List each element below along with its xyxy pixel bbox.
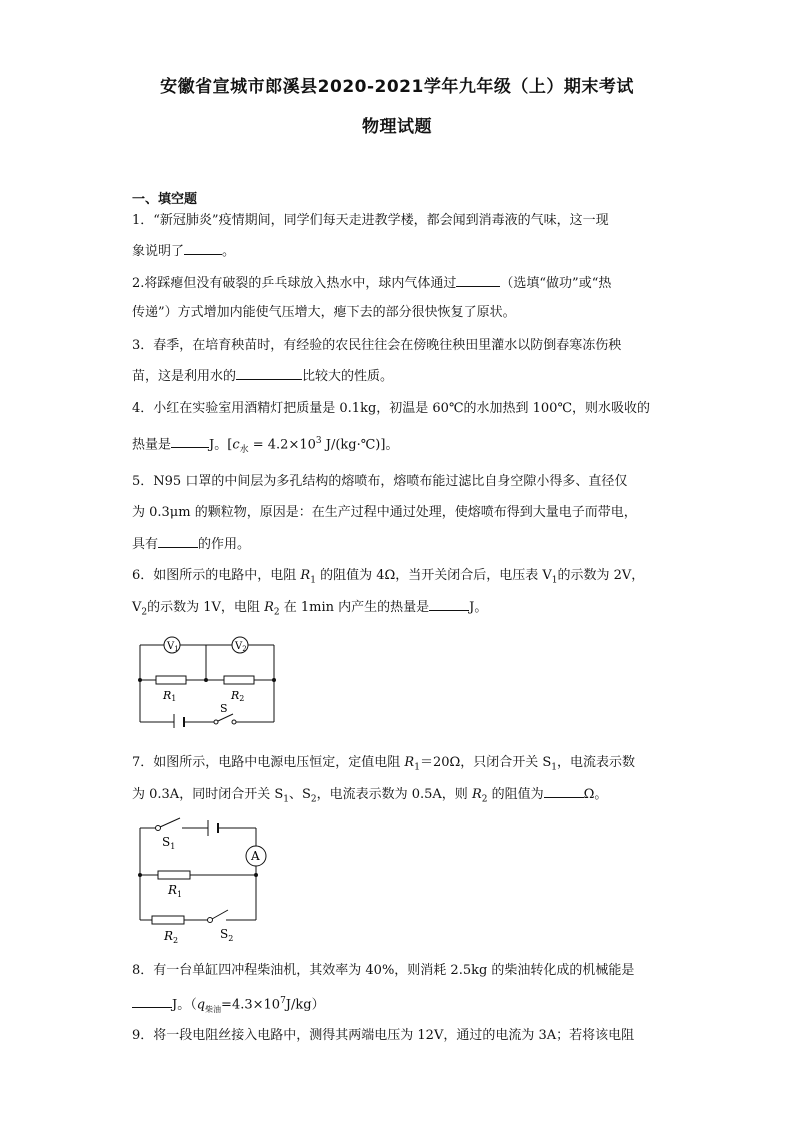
resistor-r2-symbol [152,916,184,924]
svg-text:S2: $S_2$ [220,927,234,943]
answer-blank [158,535,198,548]
q1-line1: 1．“新冠肺炎”疫情期间，同学们每天走进教学楼，都会闻到消毒液的气味，这一现 [132,213,609,228]
svg-text:R1: R1 [163,689,177,703]
answer-blank [171,435,209,448]
q8-line2: J。$(q_{柴油}=4.3\times 10^7J/kg)$ [132,992,325,1019]
resistor-r2-symbol [224,676,254,684]
svg-text:S: S [220,702,228,715]
battery-symbol [174,714,184,728]
answer-blank [184,242,222,255]
circuit-diagram-1 [132,628,282,728]
q2-line1: 2.将踩瘪但没有破裂的乒乓球放入热水中，球内气体通过 （选填“做功”或“热 [132,276,612,291]
q5-line2: 为 0.3μm 的颗粒物，原因是：在生产过程中通过处理，使熔喷布得到大量电子而带电， [132,505,637,520]
switch-s1-symbol [156,818,181,831]
switch-symbol [214,714,236,724]
answer-blank [456,274,500,287]
q5-line1: 5．N95 口罩的中间层为多孔结构的熔喷布，熔喷布能过滤比自身空隙小得多、直径仅 [132,474,628,489]
q4-line1: 4．小红在实验室用酒精灯把质量是 0.1kg，初温是 60℃的水加热到 100℃，则水吸收的 [132,401,650,416]
page-subtitle: 物理试题 [362,117,432,137]
q8-line1: 8．有一台单缸四冲程柴油机，其效率为 40%，则消耗 2.5kg 的柴油转化成的机械能是 [132,963,635,978]
svg-text:A: A [251,849,260,863]
resistor-r1-symbol [156,676,186,684]
resistor-r1-symbol [158,871,190,879]
page-title: 安徽省宣城市郎溪县2020-2021学年九年级（上）期末考试 [160,77,634,97]
q9-line1: 9．将一段电阻丝接入电路中，测得其两端电压为 12V，通过的电流为 3A；若将该电阻 [132,1028,635,1043]
answer-blank [132,995,172,1008]
svg-text:V1: $V_1$ [167,641,179,653]
q5-line3: 具有 的作用。 [132,537,251,552]
q6-line2: $V_2$的示数为 1V，电阻 $R_2$ 在 1min 内产生的热量是 J。 [132,600,488,618]
svg-text:S1: $S_1$ [162,835,176,851]
q2-line2: 传递”）方式增加内能使气压增大，瘪下去的部分很快恢复了原状。 [132,305,516,320]
battery-symbol [208,820,218,836]
switch-s2-symbol [208,910,229,923]
q3-line1: 3．春季，在培育秧苗时，有经验的农民往往会在傍晚往秧田里灌水以防倒春寒冻伤秧 [132,338,622,353]
svg-text:R1: $R_1$ [168,883,183,899]
section-heading: 一、填空题 [132,192,198,207]
answer-blank [429,598,469,611]
q7-line2: 为 0.3A，同时闭合开关 $S_1$、$S_2$，电流表示数为 0.5A，则 $R_2$ 的阻值为 Ω。 [132,787,608,805]
answer-blank [544,785,584,798]
q1-line2: 象说明了 。 [132,244,236,259]
q7-line1: 7．如图所示，电路中电源电压恒定，定值电阻 $R_1=20\Omega$，只闭合开关 $S_1$，电流表示数 [132,755,636,773]
svg-text:R2: $R_2$ [164,929,179,945]
svg-text:R2: R2 [231,689,245,703]
circuit-diagram-2 [132,814,282,950]
q6-line1: 6．如图所示的电路中，电阻 $R_1$ 的阻值为 4Ω，当开关闭合后，电压表 $V_1$的示数为 2V， [132,568,645,586]
answer-blank [236,367,302,380]
q3-line2: 苗，这是利用水的 比较大的性质。 [132,369,394,384]
svg-text:V2: $V_2$ [235,641,247,653]
q4-line2: 热量是 J。[$c_水 = 4.2\times 10^3$ J/(kg·℃)]。 [132,436,399,455]
